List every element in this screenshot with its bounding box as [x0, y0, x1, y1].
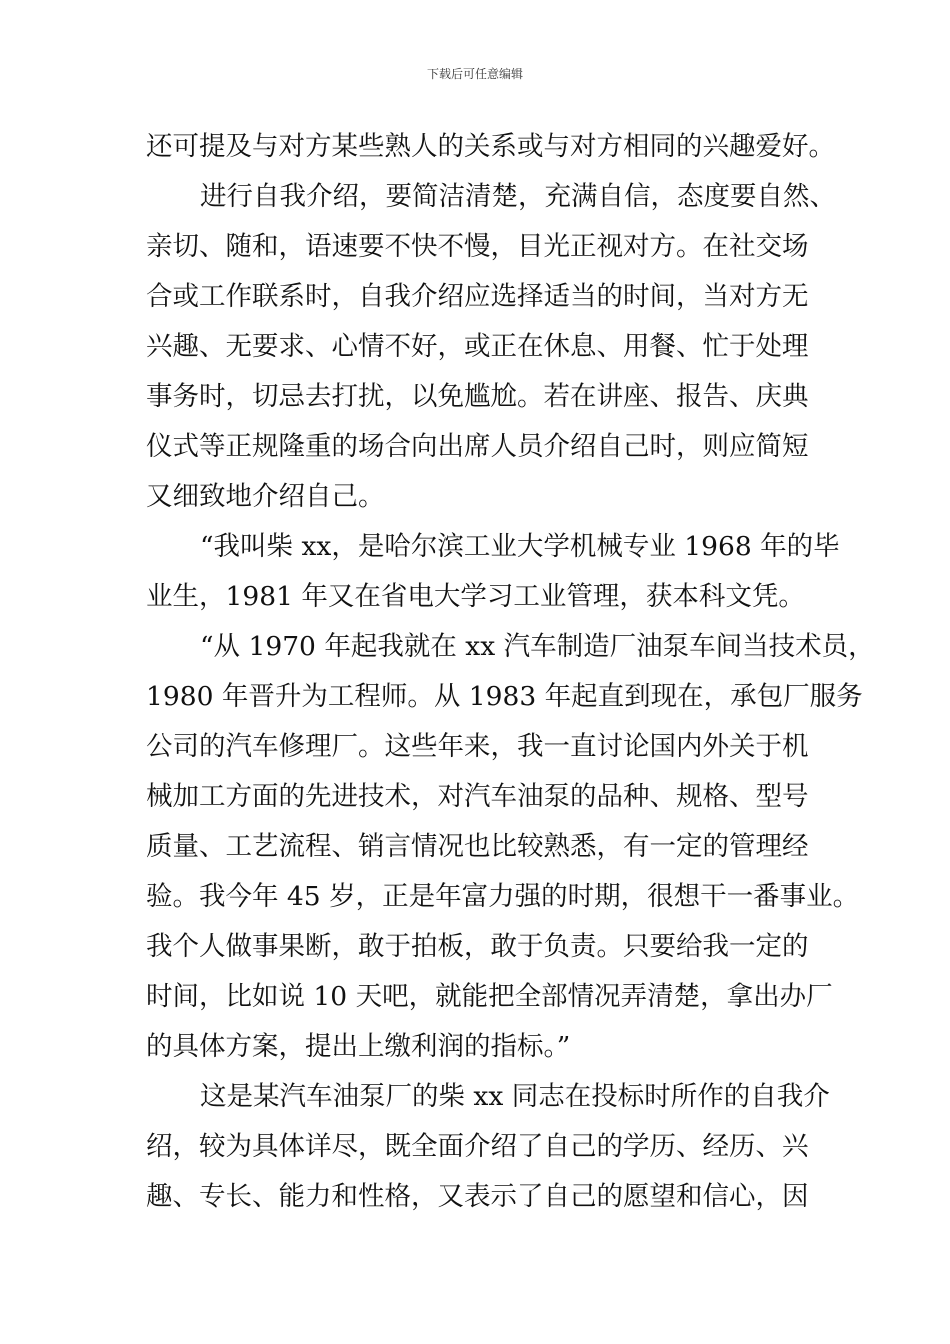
text-line: 械加工方面的先进技术，对汽车油泵的品种、规格、型号	[146, 781, 809, 812]
text-line: 进行自我介绍，要简洁清楚，充满自信，态度要自然、	[200, 181, 836, 212]
text-line: 事务时，切忌去打扰，以免尴尬。若在讲座、报告、庆典	[146, 381, 809, 412]
text-line: “我叫柴 xx，是哈尔滨工业大学机械专业 1968 年的毕	[200, 531, 840, 562]
text-line: 亲切、随和，语速要不快不慢，目光正视对方。在社交场	[146, 231, 809, 262]
text-line: “从 1970 年起我就在 xx 汽车制造厂油泵车间当技术员，	[200, 631, 875, 662]
text-line: 的具体方案，提出上缴利润的指标。”	[146, 1031, 571, 1062]
text-line: 验。我今年 45 岁，正是年富力强的时期，很想干一番事业。	[146, 881, 860, 912]
body-text	[146, 122, 875, 1222]
text-line: 还可提及与对方某些熟人的关系或与对方相同的兴趣爱好。	[146, 131, 835, 162]
text-line: 我个人做事果断，敢于拍板，敢于负责。只要给我一定的	[146, 931, 809, 962]
header-note: 下载后可任意编辑	[426, 67, 523, 81]
text-line: 趣、专长、能力和性格，又表示了自己的愿望和信心，因	[146, 1181, 809, 1212]
text-line: 质量、工艺流程、销言情况也比较熟悉，有一定的管理经	[146, 831, 809, 862]
text-line: 合或工作联系时，自我介绍应选择适当的时间，当对方无	[146, 281, 809, 312]
text-line: 公司的汽车修理厂。这些年来，我一直讨论国内外关于机	[146, 731, 809, 762]
text-line: 兴趣、无要求、心情不好，或正在休息、用餐、忙于处理	[146, 331, 809, 362]
text-line: 又细致地介绍自己。	[146, 481, 385, 512]
text-line: 时间，比如说 10 天吧，就能把全部情况弄清楚，拿出办厂	[146, 981, 833, 1012]
text-line: 仪式等正规隆重的场合向出席人员介绍自己时，则应简短	[146, 431, 809, 462]
text-line: 绍，较为具体详尽，既全面介绍了自己的学历、经历、兴	[146, 1131, 809, 1162]
text-line: 这是某汽车油泵厂的柴 xx 同志在投标时所作的自我介	[200, 1081, 830, 1112]
text-line: 1980 年晋升为工程师。从 1983 年起直到现在，承包厂服务	[146, 681, 863, 712]
text-line: 业生，1981 年又在省电大学习工业管理，获本科文凭。	[146, 581, 805, 612]
